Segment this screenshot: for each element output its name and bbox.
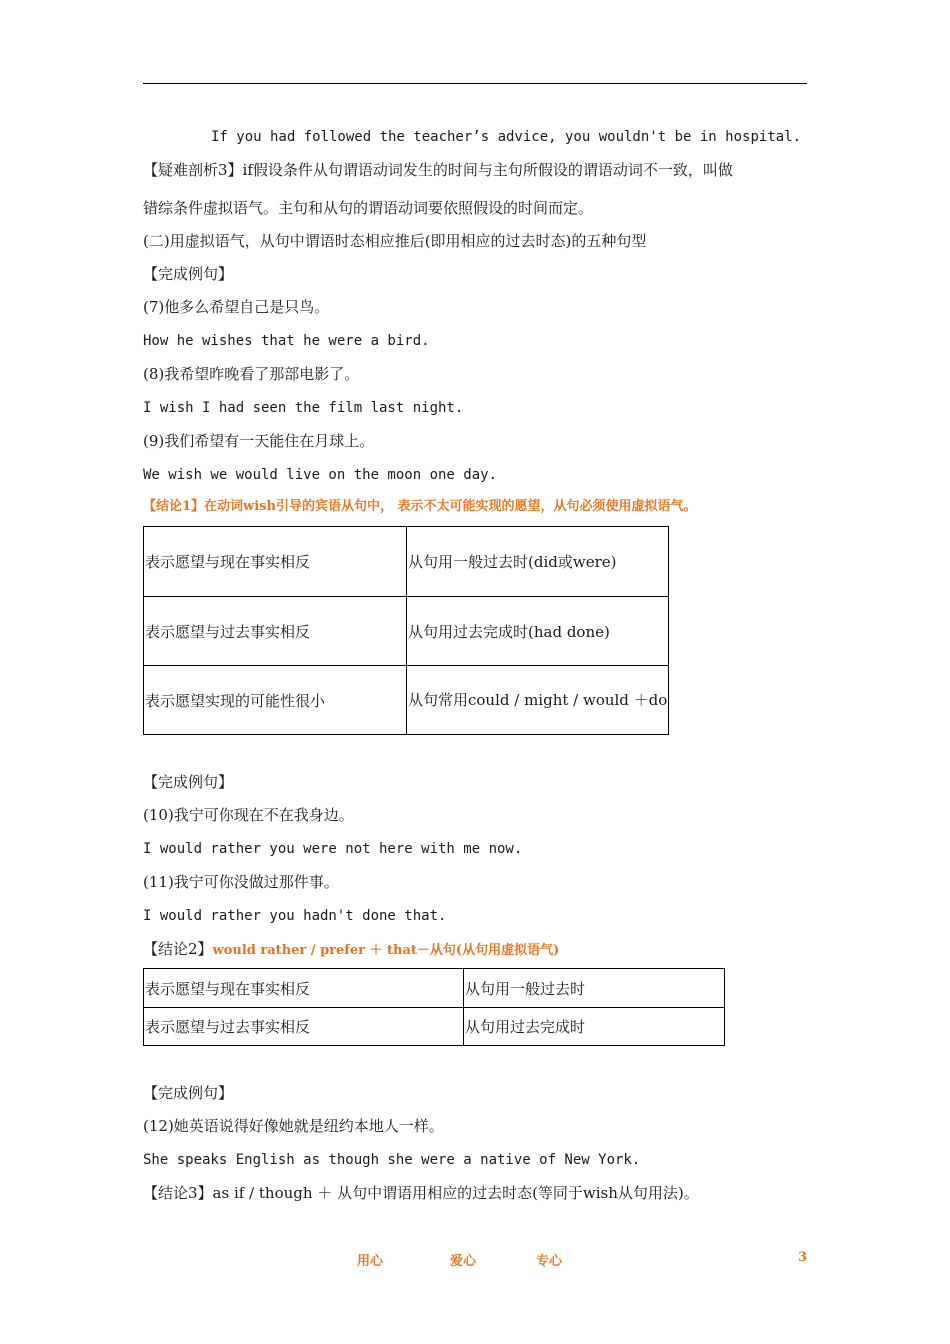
footer-text: 用心 (357, 1254, 384, 1269)
example-8-en: I wish I had seen the film last night. (143, 400, 464, 416)
table-row (144, 597, 669, 666)
example-7-en: How he wishes that he were a bird. (143, 333, 430, 349)
conclusion-2-text: would rather / prefer ＋ that－从句(从句用虚拟语气) (212, 943, 560, 958)
example-11-cn: (11)我宁可你没做过那件事。 (143, 873, 339, 891)
example-9-en: We wish we would live on the moon one day. (143, 467, 498, 483)
example-10-cn: (10)我宁可你现在不在我身边。 (143, 806, 354, 824)
example-7-cn: (7)他多么希望自己是只鸟。 (143, 298, 330, 316)
table-cell: 从句常用could / might / would ＋do (407, 666, 669, 735)
example-8-cn: (8)我希望昨晚看了那部电影了。 (143, 365, 360, 383)
complete-examples-heading: 【完成例句】 (143, 773, 234, 791)
example-9-cn: (9)我们希望有一天能住在月球上。 (143, 432, 375, 450)
example-sentence: If you had followed the teacher’s advice, you wouldn't be in hospital. (211, 129, 802, 145)
table-row (144, 666, 669, 735)
table-row (144, 1008, 725, 1046)
page-number: 3 (798, 1250, 808, 1265)
conclusion-2-label: 【结论2】 (143, 940, 213, 958)
example-12-cn: (12)她英语说得好像她就是纽约本地人一样。 (143, 1117, 444, 1135)
analysis-3-line1: 【疑难剖析3】if假设条件从句谓语动词发生的时间与主句所假设的谓语动词不一致，叫做 (143, 161, 733, 179)
analysis-3-line2: 错综条件虚拟语气。主句和从句的谓语动词要依照假设的时间而定。 (143, 199, 594, 217)
table-row (144, 527, 669, 597)
table-cell: 表示愿望实现的可能性很小 (144, 666, 407, 735)
example-12-en: She speaks English as though she were a native of New York. (143, 1152, 641, 1168)
conclusion-2 (143, 939, 559, 961)
example-11-en: I would rather you hadn't done that. (143, 908, 447, 924)
wish-table (143, 526, 669, 735)
table-cell: 表示愿望与过去事实相反 (144, 1008, 464, 1046)
table-cell: 从句用过去完成时(had done) (407, 597, 669, 666)
section-heading: (二)用虚拟语气，从句中谓语时态相应推后(即用相应的过去时态)的五种句型 (143, 232, 647, 250)
table-row (144, 969, 725, 1008)
header-rule (143, 83, 807, 84)
table-cell: 表示愿望与过去事实相反 (144, 597, 407, 666)
footer-text: 专心 (536, 1254, 563, 1269)
example-10-en: I would rather you were not here with me now. (143, 841, 523, 857)
table-cell: 从句用一般过去时 (464, 969, 725, 1008)
complete-examples-heading: 【完成例句】 (143, 265, 234, 283)
conclusion-3: 【结论3】as if / though ＋ 从句中谓语用相应的过去时态(等同于wish从句用法)。 (143, 1184, 699, 1202)
complete-examples-heading: 【完成例句】 (143, 1084, 234, 1102)
table-cell: 表示愿望与现在事实相反 (144, 527, 407, 597)
would-rather-table (143, 968, 725, 1046)
conclusion-1: 【结论1】在动词wish引导的宾语从句中， 表示不太可能实现的愿望，从句必须使用虚拟语气。 (143, 499, 697, 514)
table-cell: 表示愿望与现在事实相反 (144, 969, 464, 1008)
table-cell: 从句用一般过去时(did或were) (407, 527, 669, 597)
footer-text: 爱心 (450, 1254, 477, 1269)
table-cell: 从句用过去完成时 (464, 1008, 725, 1046)
